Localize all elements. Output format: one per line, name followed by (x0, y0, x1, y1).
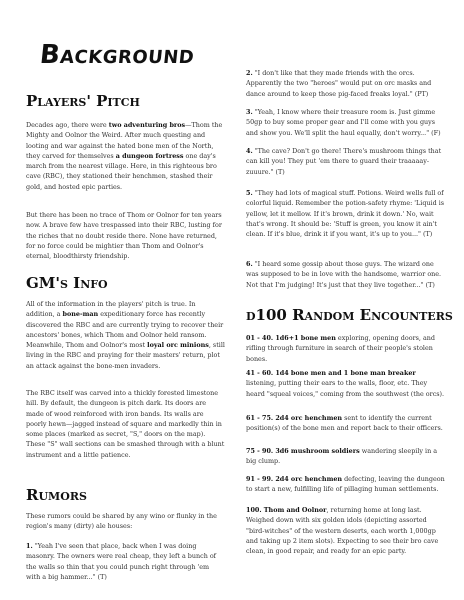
text-run: expeditionary force has recently discovered the RBC and are currently trying to recover their ancestors' bones, which Thom and Oolnor held ransom. Meanwhile, Thom and Oolnor's most (26, 310, 224, 350)
encounter-range: 75 - 90. (246, 447, 274, 455)
encounter-text: defecting, leaving the dungeon to start a new, fulfilling life of pillaging human settlements. (246, 475, 445, 494)
text-run: Decades ago, there were (26, 121, 109, 129)
encounter-item (246, 474, 445, 495)
gms-info-heading: GM's Info (26, 274, 108, 292)
rumor-text: "I heard some gossip about those guys. The wizard one was supposed to be in love with the handsome, warrior one. Not that I'm judging! It's just that they live together..." (T) (246, 260, 442, 289)
encounter-item (246, 368, 445, 399)
bold-run: loyal orc minions (147, 341, 209, 350)
rumor-text: "The cave? Don't go there! There's mushroom things that can kill you! They put 'em there to guard their traaaaay-zuuure." (T) (246, 147, 442, 176)
rumor-item (246, 188, 445, 239)
rumor-item (246, 146, 445, 177)
encounter-range: 01 - 40. (246, 334, 274, 342)
gms-info-paragraph-2: The RBC itself was carved into a thickly forested limestone hill. By default, the dungeon is pitch dark. Its doors are made of wood reinforced with iron bands. Its walls are poorly hewn—jagged instead of square and markedly thin in some places (marked as secret, "S," doors on the map). These "S" wall sections can be smashed through with a blunt instrument and a little patience. (26, 389, 225, 459)
players-pitch-heading: Players' Pitch (26, 92, 140, 110)
encounter-range: 100. (246, 506, 262, 514)
rumors-heading: Rumors (26, 486, 87, 504)
rumor-text: "They had lots of magical stuff. Potions. Weird wells full of colorful liquid. Remember the potion-safety rhyme: 'Liquid is yellow, let it mellow. If it's brown, drink it down.' No, wait that's wrong. It should be: 'Stuff is green, you know it ain't clean. If it's blue, drink it if you want, it's up to you..." (T) (246, 189, 445, 239)
players-pitch-paragraph-2: But there has been no trace of Thom or Oolnor for ten years now. A brave few have trespassed into their RBC, lusting for the riches that no doubt reside there. None have returned, for no force could be mightier than Thom and Oolnor's eternal, bloodthirsty friendship. (26, 211, 222, 261)
rumor-number: 4. (246, 147, 253, 155)
encounter-creature: 3d6 mushroom soldiers (273, 447, 360, 455)
encounter-creature: 1d4 bone men and 1 bone man breaker (273, 369, 416, 377)
encounter-text: wandering sleepily in a big clump. (246, 447, 438, 466)
bold-run: two adventuring bros (108, 121, 186, 129)
encounter-text: listening, putting their ears to the walls, floor, etc. They heard "squeal voices," coming from the southwest (the orcs). (246, 379, 445, 398)
encounter-item (246, 505, 445, 556)
text-run: —Thom the Mighty and Oolnor the Weird. After much questing and looting and war against the hated bone men of the North, they carved for themselves (26, 121, 223, 160)
rumor-number: 5. (246, 189, 253, 197)
encounter-creature: Thom and Oolnor (261, 506, 327, 514)
encounter-creature: 1d6+1 bone men (273, 334, 336, 342)
encounter-range: 41 - 60. (246, 369, 274, 377)
rumors-intro: These rumors could be shared by any wino or flunky in the region's many (dirty) ale houses: (26, 512, 217, 531)
encounter-item (246, 333, 445, 364)
rumor-text: "Yeah, I know where their treasure room is. Just gimme 50gp to buy some proper gear and I'll come with you guys and show you. We'll split the haul equally, don't worry..." (F) (246, 108, 441, 137)
encounter-range: 61 - 75. (246, 414, 274, 422)
encounter-item (246, 446, 445, 467)
encounter-item (246, 413, 445, 434)
encounter-text: , returning home at long last. Weighed down with six golden idols (depicting assorted "bird-witches" of the western deserts, each worth 1,000gp and taking up 2 item slots). Expecting to see their bro cave clean, in good repair, and ready for an epic party. (246, 506, 439, 556)
rumor-item (26, 541, 225, 582)
text-run: , still living in the RBC and praying for their masters' return, plot an attack against the bone-men invaders. (26, 341, 225, 370)
encounter-creature: 2d4 orc henchmen (273, 475, 343, 483)
rumor-number: 6. (246, 260, 253, 268)
rumor-text: "I don't like that they made friends with the orcs. Apparently the two "heroes" would put on orc masks and dance around to keep those pig-faced freaks loyal." (PT) (246, 69, 432, 98)
rumor-item (246, 107, 445, 138)
encounter-text: sent to identify the current position(s) of the bone men and report back to their officers. (246, 414, 443, 433)
page-title: Background (38, 40, 197, 70)
rumor-number: 2. (246, 69, 253, 77)
text-run: All of the information in the players' pitch is true. In addition, a (26, 300, 196, 319)
encounter-text: exploring, opening doors, and rifling through furniture in search of their people's stolen bones. (246, 334, 435, 363)
rumor-number: 3. (246, 108, 253, 116)
encounter-range: 91 - 99. (246, 475, 274, 483)
rumor-item (246, 259, 445, 290)
encounter-creature: 2d4 orc henchmen (273, 414, 343, 422)
text-run: one day's march from the nearest village. Here, in this righteous bro cave (RBC), they stationed their henchmen, stashed their gold, and hosted epic parties. (26, 151, 217, 191)
bold-run: a dungeon fortress (115, 151, 184, 160)
rumor-item (246, 68, 445, 99)
bold-run: bone-man (62, 310, 99, 319)
gms-info-paragraph-1 (26, 299, 225, 371)
rumor-text: "Yeah I've seen that place, back when I was doing masonry. The owners were real cheap, they left a bunch of the walls so thin that you could punch right through 'em with a big hammer..." (T) (26, 542, 217, 581)
encounters-heading: d100 Random Encounters (246, 306, 453, 324)
players-pitch-paragraph-1 (26, 120, 225, 192)
rumor-number: 1. (26, 542, 33, 550)
